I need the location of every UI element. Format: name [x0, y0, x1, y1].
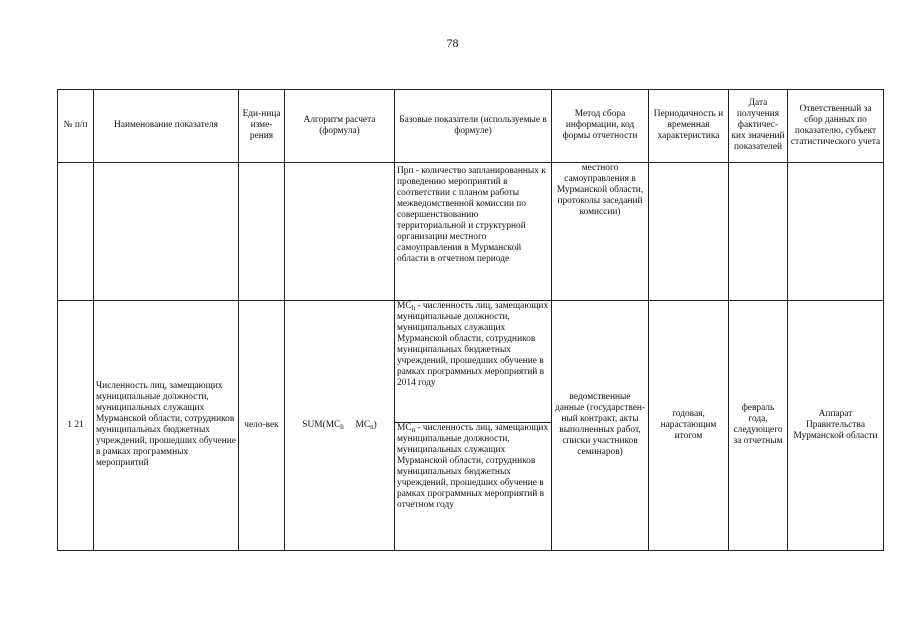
header-period: Периодичность и временная характеристика [649, 90, 729, 163]
header-date: Дата получения фактичес-ких значений показателей [729, 90, 788, 163]
row-121-responsible: Аппарат Правительства Мурманской области [788, 300, 884, 550]
cont-base: Прп - количество запланированных к проведению мероприятий в соответствии с планом работы межведомственной комиссии по совершенствованию территориальной и структурной организации местного самоуправления в Мурманской области в отчетном периоде [395, 162, 552, 300]
row-121-base-b: $MC_n$ - численность лиц, замещающих муниципальные должности, муниципальных служащих Мурманской области, сотрудников муниципальных бюджетных учреждений, прошедших обучение в рамках программных мероприятий в отчетном году [395, 422, 552, 550]
header-row [58, 90, 884, 163]
indicators-table [57, 89, 884, 551]
row-121-num: 1 21 [58, 300, 94, 550]
header-base: Базовые показатели (используемые в формуле) [395, 90, 552, 163]
row-121-unit: чело-век [239, 300, 285, 550]
header-name: Наименование показателя [94, 90, 239, 163]
row-121-date: февраль года, следующего за отчетным [729, 300, 788, 550]
row-121-name: Численность лиц, замещающих муниципальные должности, муниципальных служащих Мурманской области, сотрудников муниципальных бюджетных учреждений, прошедших обучение в рамках программных мероприятий [94, 300, 239, 550]
continuation-row [58, 162, 884, 300]
table-row [58, 300, 884, 422]
header-method: Метод сбора информации, код формы отчетности [552, 90, 649, 163]
header-responsible: Ответственный за сбор данных по показателю, субъект статистического учета [788, 90, 884, 163]
row-121-algorithm: $SUM(MC_h$ $MC_n$) [285, 300, 395, 550]
row-121-period: годовая, нарастающим итогом [649, 300, 729, 550]
cont-algorithm [285, 162, 395, 300]
cont-method: местного самоуправления в Мурманской области, протоколы заседаний комиссии) [552, 162, 649, 300]
row-121-base-a: $MC_h$ - численность лиц, замещающих муниципальные должности, муниципальных служащих Мурманской области, сотрудников муниципальных бюджетных учреждений, прошедших обучение в рамках программных мероприятий в 2014 году [395, 300, 552, 422]
cont-num [58, 162, 94, 300]
cont-name [94, 162, 239, 300]
header-num: № п/п [58, 90, 94, 163]
cont-responsible [788, 162, 884, 300]
header-algorithm: Алгоритм расчета (формула) [285, 90, 395, 163]
page-number: 78 [446, 36, 459, 50]
cont-date [729, 162, 788, 300]
cont-period [649, 162, 729, 300]
header-unit: Еди-ница изме-рения [239, 90, 285, 163]
cont-unit [239, 162, 285, 300]
row-121-method: ведомственные данные (государствен-ный контракт, акты выполненных работ, списки участников семинаров) [552, 300, 649, 550]
